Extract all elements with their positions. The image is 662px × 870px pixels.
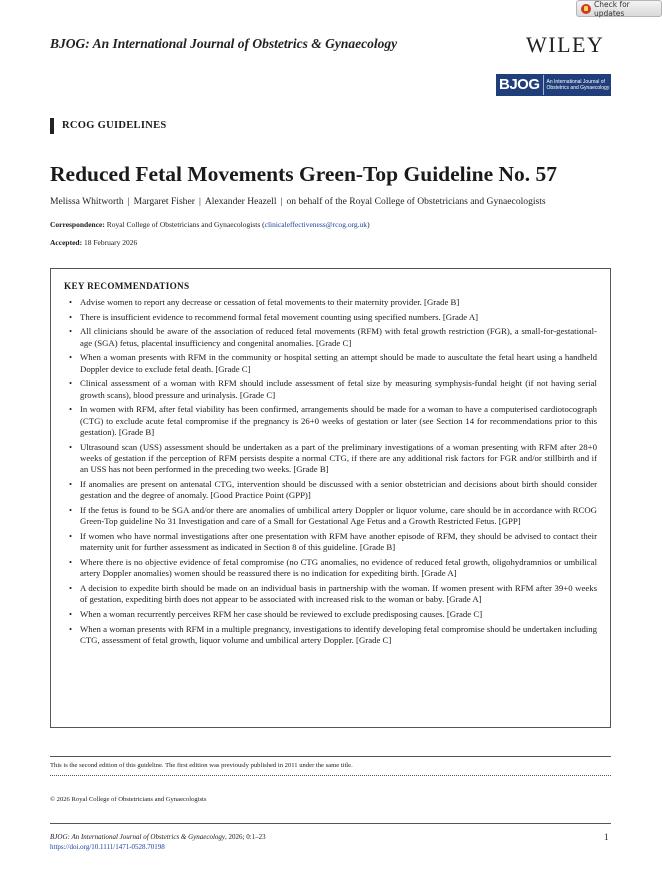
author-affiliation: on behalf of the Royal College of Obstetricians and Gynaecologists	[286, 196, 546, 207]
list-item: • Where there is no objective evidence of fetal compromise (no CTG anomalies, no evidence of reduced fetal growth, oligohydramnios or umbilical artery Doppler anomalies) women should be reassured there is no indication for expediting birth. [Grade A]	[64, 557, 597, 580]
author-separator: |	[198, 196, 201, 207]
journal-logo	[496, 74, 611, 96]
accepted-value: 18 February 2026	[83, 238, 138, 247]
list-item: • When a woman presents with RFM in a multiple pregnancy, investigations to identify developing fetal compromise should be undertaken including CTG, assessment of fetal growth, liquor volume and umbilical artery Doppler. [Grade C]	[64, 624, 597, 647]
author-list	[50, 196, 546, 207]
correspondence-label: Correspondence:	[50, 220, 105, 229]
list-item: • If anomalies are present on antenatal CTG, intervention should be discussed with a senior obstetrician and decisions about birth should consider gestation and the degree of anomaly. [Good Practice Point (GPP)]	[64, 479, 597, 502]
list-item: • There is insufficient evidence to recommend formal fetal movement counting using specified numbers. [Grade A]	[64, 312, 597, 323]
list-item: • Ultrasound scan (USS) assessment should be undertaken as a part of the preliminary investigations of a woman presenting with RFM after 28+0 weeks of gestation if the perception of RFM persists despite a normal CTG, if there are any additional risk factors for FGR and/or stillbirth and if an USS has not been performed in the preceding two weeks. [Grade B]	[64, 442, 597, 476]
copyright: © 2026 Royal College of Obstetricians and Gynaecologists	[50, 796, 207, 803]
citation-journal: BJOG: An International Journal of Obstetrics & Gynaecology	[50, 833, 226, 841]
author[interactable]: Alexander Heazell	[204, 196, 277, 207]
list-item: • All clinicians should be aware of the association of reduced fetal movements (RFM) with fetal growth restriction (FGR), a small-for-gestational-age (SGA) fetus, placental insufficiency and congenital anomalies. [Grade C]	[64, 326, 597, 349]
key-recommendations-box	[50, 268, 611, 728]
list-item: • Clinical assessment of a woman with RFM should include assessment of fetal size by measuring symphysis-fundal height (if not having serial growth scans), blood pressure and urinalysis. [Grade C]	[64, 378, 597, 401]
journal-header: BJOG: An International Journal of Obstetrics & Gynaecology	[50, 36, 398, 51]
key-recommendations-heading: KEY RECOMMENDATIONS	[64, 281, 190, 291]
list-item: • If women who have normal investigations after one presentation with RFM have another episode of RFM, they should be advised to contact their maternity unit for further assessment as indicated in Section 8 of this guideline. [Grade B]	[64, 531, 597, 554]
list-item: • In women with RFM, after fetal viability has been confirmed, arrangements should be made for a woman to have a computerised cardiotocograph (CTG) to exclude acute fetal compromise if the pregnancy is 26+0 weeks of gestation or later (see Section 14 for recommendations prior to this gestation). [Grade B]	[64, 404, 597, 438]
author[interactable]: Margaret Fisher	[133, 196, 195, 207]
section-label: RCOG GUIDELINES	[50, 118, 167, 134]
author-separator: |	[127, 196, 130, 207]
check-for-updates-button[interactable]	[576, 0, 662, 17]
doi-link[interactable]: https://doi.org/10.1111/1471-0528.70198	[50, 843, 165, 851]
author[interactable]: Melissa Whitworth	[50, 196, 124, 207]
author-separator: |	[280, 196, 283, 207]
journal-logo-subtitle	[544, 79, 610, 91]
citation-volume: , 2026; 0:1–23	[225, 833, 266, 841]
citation	[50, 833, 266, 841]
journal-logo-line2: Obstetrics and Gynaecology	[546, 85, 610, 91]
list-item: • Advise women to report any decrease or cessation of fetal movements to their maternity provider. [Grade B]	[64, 297, 597, 308]
footer-divider	[50, 823, 611, 824]
correspondence	[50, 220, 370, 229]
list-item: • When a woman presents with RFM in the community or hospital setting an attempt should be made to auscultate the fetal heart using a handheld Doppler device to exclude fetal death. [Grade C]	[64, 352, 597, 375]
footer-divider	[50, 756, 611, 757]
list-item: • When a woman recurrently perceives RFM her case should be reviewed to exclude predisposing causes. [Grade C]	[64, 609, 597, 620]
journal-logo-line1: An International Journal of	[546, 79, 605, 85]
accepted-date	[50, 238, 137, 247]
correspondence-close: )	[367, 220, 370, 229]
crossmark-icon	[581, 4, 591, 14]
list-item: • A decision to expedite birth should be made on an individual basis in partnership with the woman. If women present with RFM after 39+0 weeks of gestation, expediting birth does not appear to be associated with increased risk to the woman or baby. [Grade A]	[64, 583, 597, 606]
list-item: • If the fetus is found to be SGA and/or there are anomalies of umbilical artery Doppler or liquor volume, care should be in accordance with RCOG Green-Top guideline No 31 Investigation and care of a Small for Gestational Age Fetus and a Growth Restricted Fetus. [GPP]	[64, 505, 597, 528]
footer-dotted-divider	[50, 775, 611, 776]
publisher-logo: WILEY	[526, 32, 605, 57]
check-for-updates-label: Check for updates	[594, 0, 630, 18]
journal-logo-short: BJOG	[496, 75, 544, 95]
page-title: Reduced Fetal Movements Green-Top Guideline No. 57	[50, 162, 558, 186]
page-number: 1	[604, 832, 609, 842]
accepted-label: Accepted:	[50, 238, 83, 247]
correspondence-text: Royal College of Obstetricians and Gynaecologists (	[106, 220, 265, 229]
edition-note: This is the second edition of this guideline. The first edition was previously published in 2011 under the same title.	[50, 762, 353, 769]
correspondence-email-link[interactable]: clinicaleffectiveness@rcog.org.uk	[264, 220, 368, 229]
key-recommendations-list	[64, 297, 597, 646]
